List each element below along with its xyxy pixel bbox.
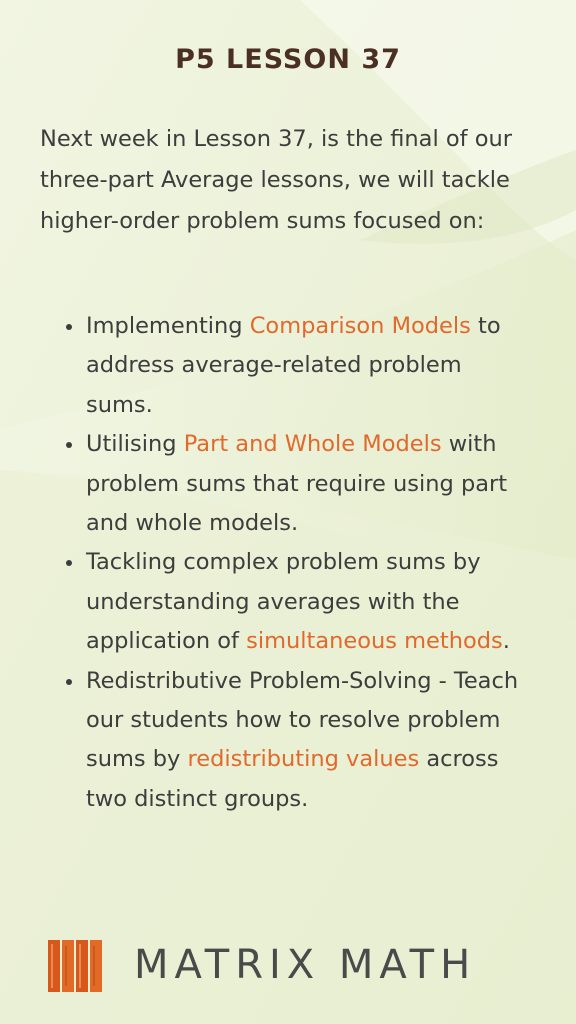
- highlight-text: redistributing values: [187, 746, 420, 773]
- bullet-text: Tackling complex problem sums by understanding averages with the application of: [86, 549, 481, 655]
- bullet-text: to address average-related problem sums.: [86, 313, 501, 418]
- highlight-text: Comparison Models: [249, 313, 471, 339]
- highlight-text: simultaneous methods: [246, 628, 503, 655]
- highlight-text: Part and Whole Models: [183, 431, 442, 458]
- brand-name: MATRIX MATH: [134, 942, 477, 988]
- bullet-text: Redistributive Problem-Solving - Teach our students how to resolve problem sums by: [86, 667, 519, 773]
- matrix-math-logo-icon: [48, 940, 104, 992]
- bullet-text: Implementing: [86, 313, 250, 339]
- list-item: [62, 307, 532, 425]
- bullet-text: Utilising: [86, 431, 184, 458]
- bullet-text: .: [502, 628, 510, 655]
- bullet-text: across two distinct groups.: [86, 746, 499, 812]
- list-item: [62, 662, 532, 820]
- page-title: P5 LESSON 37: [175, 44, 401, 75]
- list-item: [62, 425, 532, 543]
- brand-logo: [48, 940, 548, 996]
- list-item: [62, 543, 532, 661]
- intro-paragraph: Next week in Lesson 37, is the final of our three-part Average lessons, we will tackle higher-order problem sums focused on:: [40, 126, 512, 234]
- topic-list: [62, 307, 532, 819]
- bullet-text: with problem sums that require using part and whole models.: [86, 431, 508, 537]
